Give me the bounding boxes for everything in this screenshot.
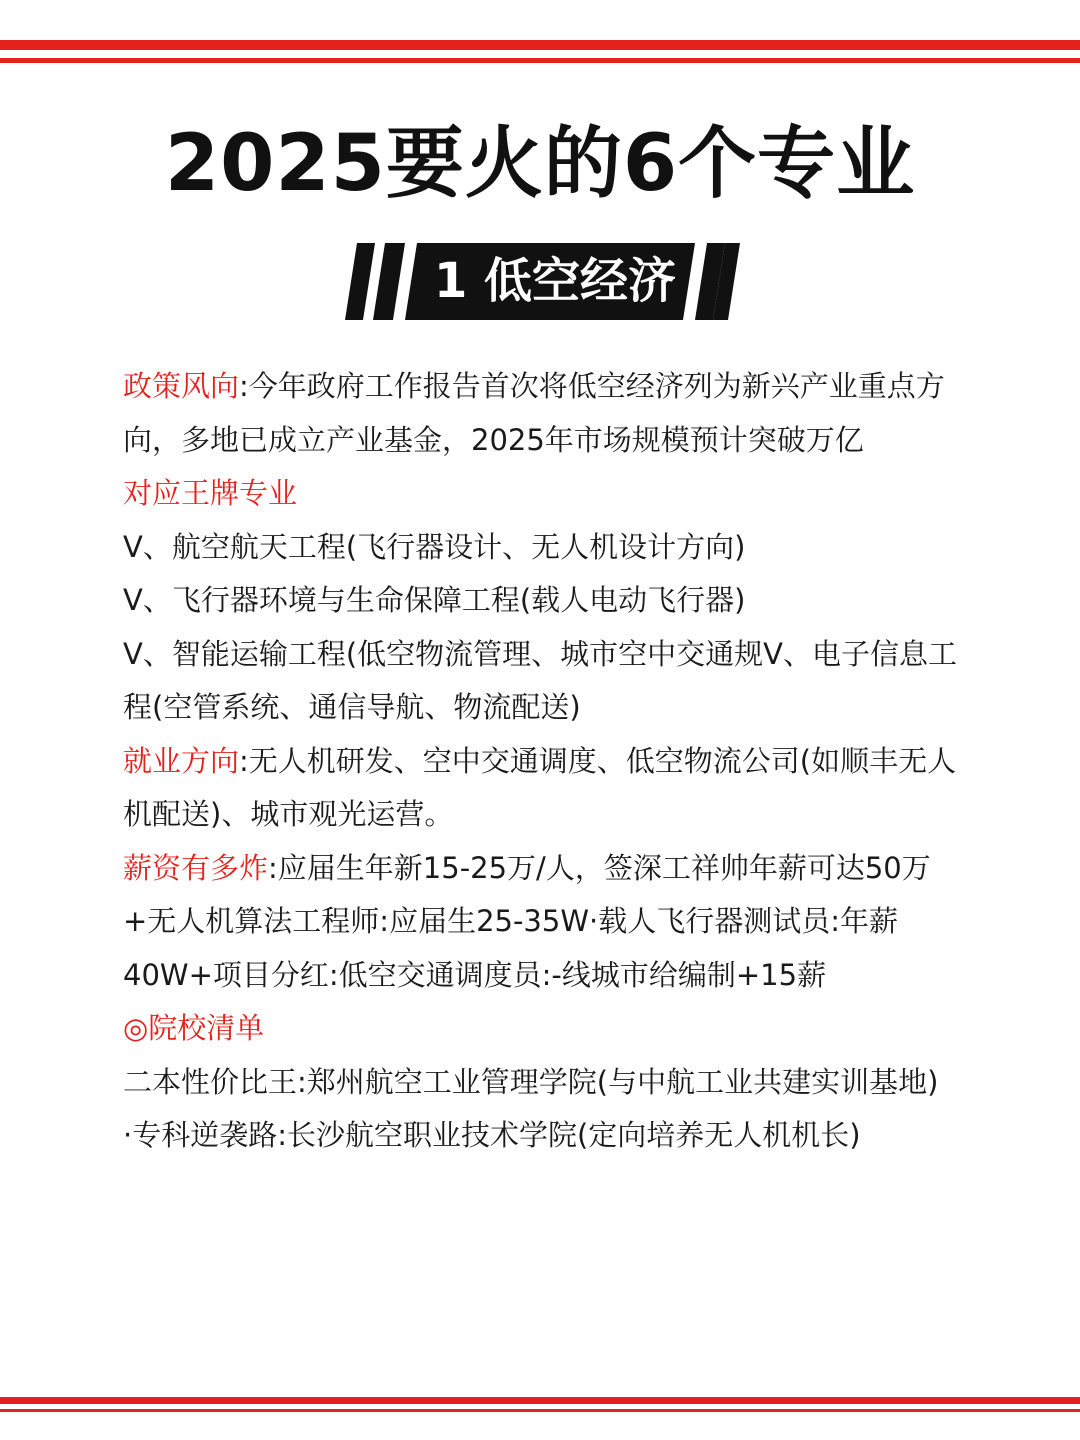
section-banner [345,243,740,320]
employment-text: :无人机研发、空中交通调度、低空物流公司(如顺丰无人机配送)、城市观光运营。 [123,743,957,831]
major-item: V、航空航天工程(飞行器设计、无人机设计方向) [123,529,746,564]
article-body [123,360,963,1163]
section-majors-heading [123,467,963,521]
policy-text: :今年政府工作报告首次将低空经济列为新兴产业重点方向，多地已成立产业基金，2025年市场规模预计突破万亿 [123,369,945,457]
bottom-stripe-thick [0,1397,1080,1404]
section-policy [123,360,963,467]
banner-title: 1 低空经济 [433,253,677,309]
major-item: V、智能运输工程(低空物流管理、城市空中交通规V、电子信息工程(空管系统、通信导航、物流配送) [123,636,957,724]
top-stripe-thick [0,40,1080,50]
top-stripe-thin [0,58,1080,63]
major-item: V、飞行器环境与生命保障工程(载人电动飞行器) [123,583,746,617]
section-salary [123,842,963,1003]
schools-label: ◎院校清单 [123,1011,265,1045]
salary-label: 薪资有多炸 [123,850,269,885]
policy-label: 政策风向 [123,369,240,403]
bottom-stripe-thin [0,1409,1080,1412]
salary-text: :应届生年新15-25万/人，签深工祥帅年薪可达50万+无人机算法工程师:应届生25-35W·载人飞行器测试员:年薪40W+项目分红:低空交通调度员:-线城市给编制+15薪 [123,850,931,992]
majors-label: 对应王牌专业 [123,476,298,510]
page-title: 2025要火的6个专业 [164,119,916,209]
school-item: ·专科逆袭路:长沙航空职业技术学院(定向培养无人机机长) [123,1118,861,1152]
section-schools-heading [123,1002,963,1056]
school-item: 二本性价比王:郑州航空工业管理学院(与中航工业共建实训基地) [123,1064,939,1099]
employment-label: 就业方向 [123,743,240,778]
section-employment [123,735,963,842]
